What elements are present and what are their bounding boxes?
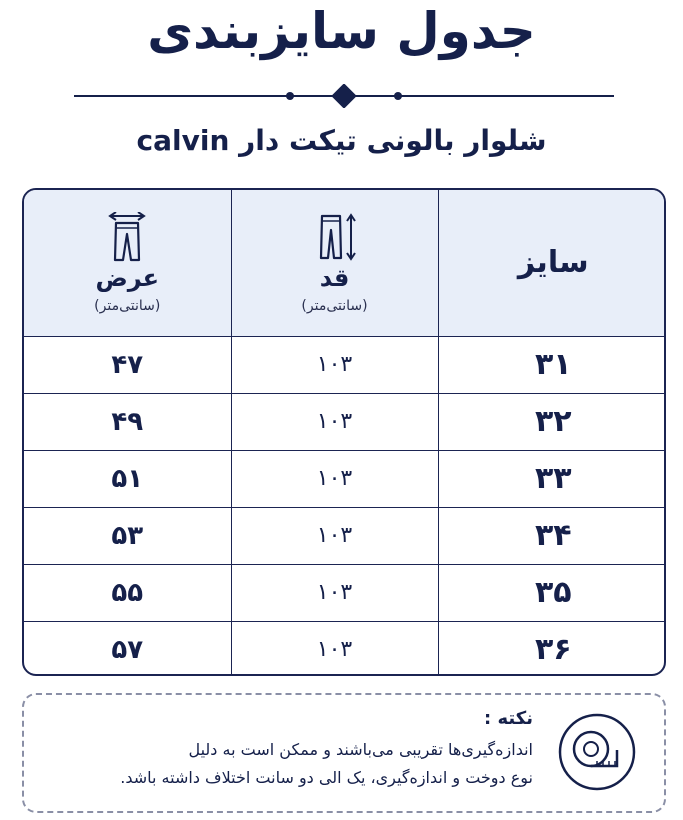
length-cell: ۱۰۳ bbox=[231, 621, 438, 676]
column-unit-width: (سانتی‌متر) bbox=[94, 297, 161, 314]
size-cell: ۳۱ bbox=[438, 336, 666, 393]
column-header-size bbox=[438, 190, 666, 336]
column-unit-length: (سانتی‌متر) bbox=[301, 297, 368, 314]
length-cell: ۱۰۳ bbox=[231, 336, 438, 393]
column-label-size: سایز bbox=[517, 245, 589, 281]
page-title: جدول سایزبندی bbox=[147, 2, 536, 60]
table-row bbox=[24, 564, 666, 621]
size-cell: ۳۶ bbox=[438, 621, 666, 676]
size-cell: ۳۴ bbox=[438, 507, 666, 564]
table-row bbox=[24, 336, 666, 393]
width-cell: ۵۳ bbox=[24, 507, 231, 564]
note-title: نکته : bbox=[484, 708, 533, 729]
pants-width-icon bbox=[97, 212, 157, 262]
table-row bbox=[24, 507, 666, 564]
table-header-row bbox=[24, 190, 666, 336]
width-cell: ۵۱ bbox=[24, 450, 231, 507]
column-label-length: قد bbox=[319, 263, 350, 292]
length-cell: ۱۰۳ bbox=[231, 393, 438, 450]
size-table bbox=[22, 188, 666, 676]
length-cell: ۱۰۳ bbox=[231, 507, 438, 564]
size-cell: ۳۲ bbox=[438, 393, 666, 450]
note-line: اندازه‌گیری‌ها تقریبی می‌باشند و ممکن است به دلیل bbox=[188, 740, 533, 759]
table-row bbox=[24, 450, 666, 507]
width-cell: ۴۹ bbox=[24, 393, 231, 450]
width-cell: ۵۵ bbox=[24, 564, 231, 621]
size-cell: ۳۳ bbox=[438, 450, 666, 507]
width-cell: ۵۷ bbox=[24, 621, 231, 676]
width-cell: ۴۷ bbox=[24, 336, 231, 393]
size-cell: ۳۵ bbox=[438, 564, 666, 621]
measuring-tape-icon bbox=[557, 712, 637, 792]
product-subtitle: شلوار بالونی تیکت دار calvin bbox=[136, 124, 547, 157]
note-line: نوع دوخت و اندازه‌گیری، یک الی دو سانت اختلاف داشته باشد. bbox=[120, 768, 533, 787]
note-text bbox=[63, 736, 533, 792]
length-cell: ۱۰۳ bbox=[231, 450, 438, 507]
column-label-width: عرض bbox=[95, 263, 160, 292]
column-header-width bbox=[24, 190, 231, 336]
title-divider bbox=[74, 84, 614, 108]
column-header-length bbox=[231, 190, 438, 336]
table-row bbox=[24, 393, 666, 450]
table-row bbox=[24, 621, 666, 676]
pants-length-icon bbox=[305, 212, 365, 262]
length-cell: ۱۰۳ bbox=[231, 564, 438, 621]
